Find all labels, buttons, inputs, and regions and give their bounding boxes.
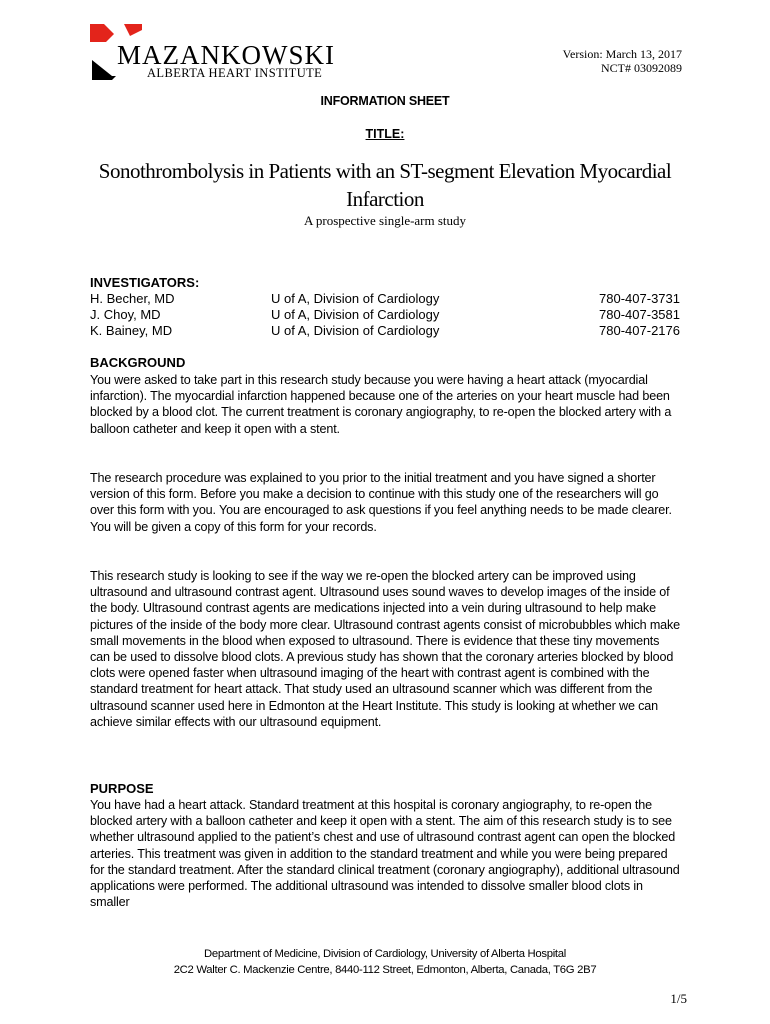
- investigator-affiliation: U of A, Division of Cardiology: [271, 291, 440, 306]
- investigator-phone: 780-407-3731: [599, 291, 680, 306]
- version-block: [563, 47, 682, 75]
- background-paragraph-2: The research procedure was explained to you prior to the initial treatment and you have signed a shorter version of this form. Before you make a decision to continue with this study one of the researchers will go over this form with you. You are encouraged to ask questions if you feel anything needs to be made clearer. You will be given a copy of this form for your records.: [90, 471, 672, 534]
- purpose-heading: PURPOSE: [90, 781, 154, 796]
- investigators-heading: INVESTIGATORS:: [90, 275, 200, 290]
- background-heading: BACKGROUND: [90, 355, 186, 370]
- title-label: TITLE:: [365, 127, 405, 141]
- investigator-row: [90, 291, 680, 307]
- investigator-row: [90, 323, 680, 339]
- background-paragraph-1: You were asked to take part in this research study because you were having a heart attack (myocardial infarction). The myocardial infarction happened because one of the arteries on your heart muscle had been blocked by a blood clot. The current treatment is coronary angiography, to re-open the blocked artery with a balloon catheter and keep it open with a stent.: [90, 373, 672, 436]
- investigator-name: H. Becher, MD: [90, 291, 175, 306]
- background-paragraph-3: This research study is looking to see if the way we re-open the blocked artery can be improved using ultrasound and ultrasound contrast agent. Ultrasound uses sound waves to develop images of the inside of the body. Ultrasound contrast agents are medications injected into a vein during ultrasound to help make pictures of the inside of the body more clear. Ultrasound contrast agents consist of microbubbles which make small movements in the blood when exposed to ultrasound. There is evidence that these tiny movements can be used to dissolve blood clots. A previous study has shown that the coronary arteries blocked by blood clots were opened faster when ultrasound imaging of the heart with contrast agent is combined with the standard treatment for heart attack. That study used an ultrasound scanner which was different from the ultrasound scanner used here in Edmonton at the Heart Institute. This study is looking at whether we can achieve similar effects with our ultrasound equipment.: [90, 569, 681, 729]
- logo-subtitle: ALBERTA HEART INSTITUTE: [147, 66, 323, 80]
- version-date: Version: March 13, 2017: [562, 47, 682, 61]
- investigator-affiliation: U of A, Division of Cardiology: [271, 323, 440, 338]
- purpose-paragraph: You have had a heart attack. Standard treatment at this hospital is coronary angiography, to re-open the blocked artery with a balloon catheter and keep it open with a stent. The aim of this research study is to see whether ultrasound applied to the patient’s chest and use of ultrasound contrast agent can open the blocked arteries. This treatment was given in addition to the standard treatment and while you were being prepared for the standard treatment. After the standard clinical treatment (coronary angiography), additional ultrasound applications were performed. The additional ultrasound was intended to dissolve smaller blood clots in smaller: [90, 798, 680, 910]
- nct-number: NCT# 03092089: [601, 61, 682, 75]
- study-title: Sonothrombolysis in Patients with an ST-segment Elevation Myocardial Infarction: [98, 159, 672, 211]
- investigator-row: [90, 307, 680, 323]
- study-subtitle: A prospective single-arm study: [303, 213, 467, 228]
- investigator-affiliation: U of A, Division of Cardiology: [271, 307, 440, 322]
- investigator-name: K. Bainey, MD: [90, 323, 173, 338]
- investigator-phone: 780-407-2176: [599, 323, 680, 338]
- logo-wordmark: MAZANKOWSKI: [117, 40, 335, 70]
- investigator-phone: 780-407-3581: [599, 307, 680, 322]
- page-number: 1/5: [670, 991, 687, 1006]
- footer-address: 2C2 Walter C. Mackenzie Centre, 8440-112 Street, Edmonton, Alberta, Canada, T6G 2B7: [173, 964, 597, 976]
- investigator-name: J. Choy, MD: [90, 307, 161, 322]
- footer-department: Department of Medicine, Division of Cardiology, University of Alberta Hospital: [204, 948, 566, 960]
- information-sheet-heading: INFORMATION SHEET: [320, 94, 450, 108]
